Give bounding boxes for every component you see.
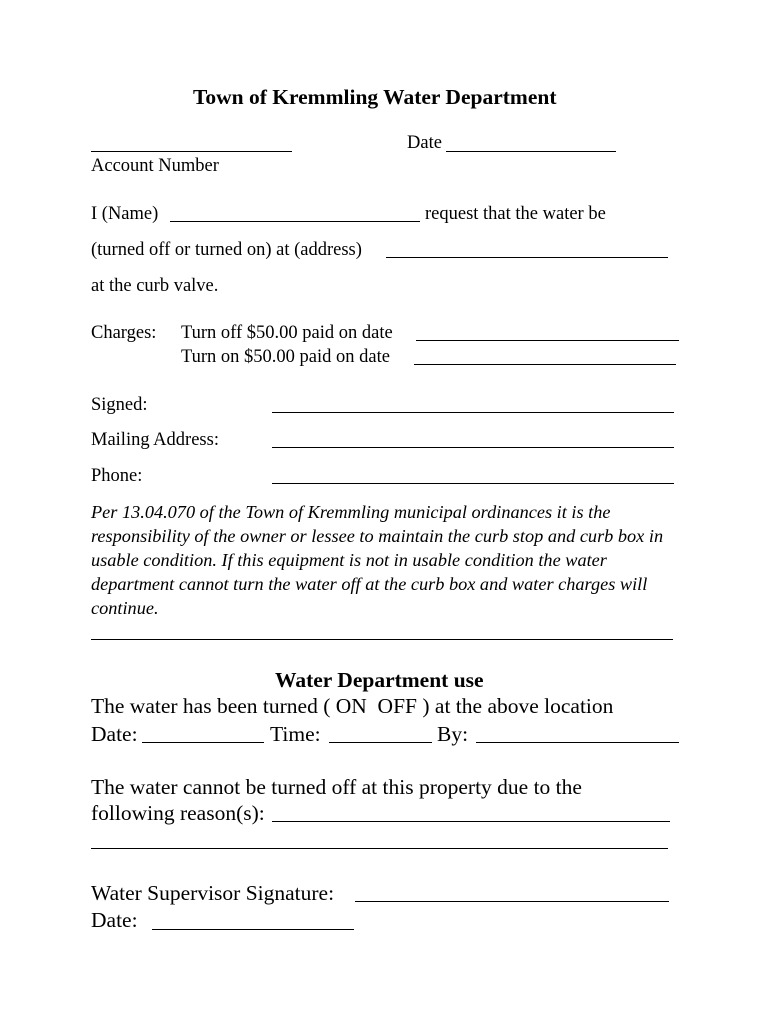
date-label: Date <box>407 133 442 153</box>
name-request-text: request that the water be <box>425 204 606 224</box>
turn-off-paid-date-field[interactable] <box>416 340 679 341</box>
dept-time-label: Time: <box>270 722 321 746</box>
signed-field[interactable] <box>272 412 674 413</box>
phone-label: Phone: <box>91 466 143 486</box>
reasons-label: following reason(s): <box>91 801 265 825</box>
account-number-label: Account Number <box>91 156 219 176</box>
address-field[interactable] <box>386 257 668 258</box>
name-label: I (Name) <box>91 204 159 224</box>
section-divider <box>91 639 673 640</box>
dept-date-field[interactable] <box>142 742 264 743</box>
charges-label: Charges: <box>91 323 157 343</box>
mailing-address-field[interactable] <box>272 447 674 448</box>
account-number-field[interactable] <box>91 151 292 152</box>
reasons-field-line-2[interactable] <box>91 848 668 849</box>
signed-label: Signed: <box>91 395 148 415</box>
address-label: (turned off or turned on) at (address) <box>91 240 362 260</box>
dept-time-field[interactable] <box>329 742 432 743</box>
curb-valve-text: at the curb valve. <box>91 276 219 296</box>
turn-off-charge-text: Turn off $50.00 paid on date <box>181 323 393 343</box>
ordinance-paragraph: Per 13.04.070 of the Town of Kremmling municipal ordinances it is the responsibility of the owner or lessee to maintain the curb stop and curb box in usable condition. If this equipment is not in usable condition the water department cannot turn the water off at the curb box and water charges will continue. <box>91 502 664 618</box>
dept-use-heading: Water Department use <box>275 668 484 692</box>
cannot-turn-off-text: The water cannot be turned off at this property due to the <box>91 775 582 799</box>
dept-by-field[interactable] <box>476 742 679 743</box>
supervisor-signature-label: Water Supervisor Signature: <box>91 881 335 905</box>
supervisor-signature-field[interactable] <box>355 901 669 902</box>
dept-date-label: Date: <box>91 722 138 746</box>
turned-statement: The water has been turned ( ON OFF ) at the above location <box>91 694 614 718</box>
supervisor-date-field[interactable] <box>152 929 354 930</box>
dept-by-label: By: <box>437 722 469 746</box>
page-title: Town of Kremmling Water Department <box>193 85 557 109</box>
supervisor-date-label: Date: <box>91 908 138 932</box>
phone-field[interactable] <box>272 483 674 484</box>
mailing-address-label: Mailing Address: <box>91 430 219 450</box>
reasons-field-line-1[interactable] <box>272 821 670 822</box>
date-field[interactable] <box>446 151 616 152</box>
turn-on-paid-date-field[interactable] <box>414 364 676 365</box>
name-field[interactable] <box>170 221 420 222</box>
turn-on-charge-text: Turn on $50.00 paid on date <box>181 347 390 367</box>
